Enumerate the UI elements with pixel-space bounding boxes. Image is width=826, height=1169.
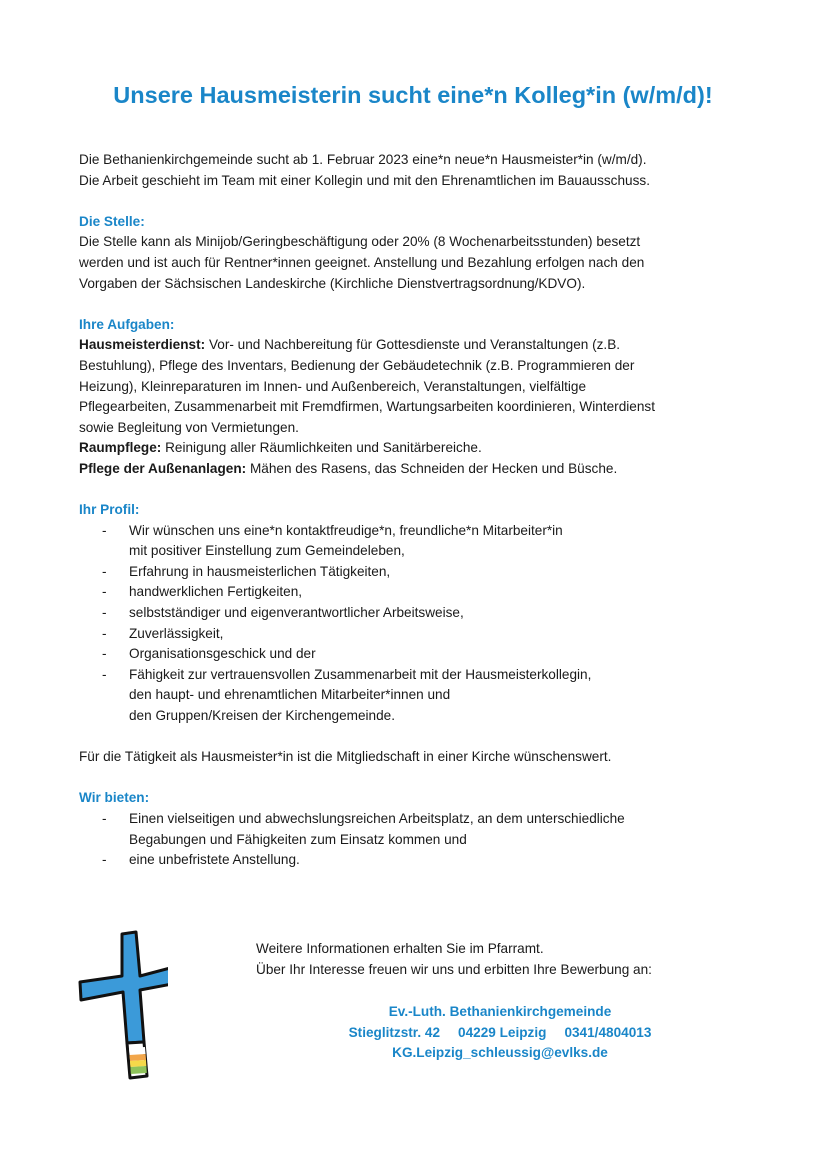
hausmeisterdienst-line: Pflegearbeiten, Zusammenarbeit mit Fremdfirmen, Wartungsarbeiten koordinieren, Winterdienst: [79, 399, 655, 415]
intro-line: Die Bethanienkirchgemeinde sucht ab 1. Februar 2023 eine*n neue*n Hausmeister*in (w/m/d).: [79, 152, 647, 167]
contact-address-line: [250, 1023, 750, 1044]
mitgliedschaft-note: Für die Tätigkeit als Hausmeister*in ist die Mitgliedschaft in einer Kirche wünschenswert.: [79, 749, 612, 765]
contact-email[interactable]: KG.Leipzig_schleussig@evlks.de: [392, 1045, 608, 1061]
document-body: [79, 150, 759, 871]
contact-block: [250, 1002, 750, 1064]
raumpflege-label: Raumpflege:: [79, 440, 162, 456]
aussenanlagen-label: Pflege der Außenanlagen:: [79, 460, 247, 476]
profil-item: - Wir wünschen uns eine*n kontaktfreudige*n, freundliche*n Mitarbeiter*in mit positiver Einstellung zum Gemeindeleben,: [79, 521, 759, 562]
stelle-line: Die Stelle kann als Minijob/Geringbeschäftigung oder 20% (8 Wochenarbeitsstunden) besetzt: [79, 234, 641, 250]
section-heading-bieten: Wir bieten:: [79, 790, 150, 806]
hausmeisterdienst-line: Bestuhlung), Pflege des Inventars, Bedienung der Gebäudetechnik (z.B. Programmieren der: [79, 357, 635, 373]
contact-city: 04229 Leipzig: [458, 1024, 547, 1040]
section-heading-aufgaben: Ihre Aufgaben:: [79, 316, 175, 332]
aussenanlagen-line: [79, 459, 759, 480]
hausmeisterdienst-line: Heizung), Kleinreparaturen im Innen- und Außenbereich, Veranstaltungen, vielfältige: [79, 378, 587, 394]
profil-list: [79, 521, 759, 727]
contact-org: Ev.-Luth. Bethanienkirchgemeinde: [388, 1004, 612, 1019]
section-heading-profil: Ihr Profil:: [79, 502, 140, 518]
footer-info: [256, 939, 776, 980]
profil-item: - Erfahrung in hausmeisterlichen Tätigkeiten,: [79, 562, 759, 583]
bieten-item: - eine unbefristete Anstellung.: [79, 850, 759, 871]
hausmeisterdienst-label: Hausmeisterdienst:: [79, 337, 206, 353]
profil-item: - selbstständiger und eigenverantwortlicher Arbeitsweise,: [79, 603, 759, 624]
hausmeisterdienst-text: Vor- und Nachbereitung für Gottesdienste und Veranstaltungen (z.B.: [205, 337, 621, 353]
cross-logo-icon: [78, 930, 168, 1085]
bieten-item: - Einen vielseitigen und abwechslungsreichen Arbeitsplatz, an dem unterschiedliche Begabungen und Fähigkeiten zum Einsatz kommen und: [79, 809, 759, 850]
page-title: Unsere Hausmeisterin sucht eine*n Kolleg*in (w/m/d)!: [113, 82, 713, 108]
aussenanlagen-text: Mähen des Rasens, das Schneiden der Hecken und Büsche.: [246, 460, 618, 476]
profil-item: - handwerklichen Fertigkeiten,: [79, 582, 759, 603]
profil-item: - Organisationsgeschick und der: [79, 644, 759, 665]
stelle-line: werden und ist auch für Rentner*innen geeignet. Anstellung und Bezahlung erfolgen nach den: [79, 254, 645, 270]
bieten-list: [79, 809, 759, 871]
stelle-line: Vorgaben der Sächsischen Landeskirche (Kirchliche Dienstvertragsordnung/KDVO).: [79, 275, 586, 291]
raumpflege-line: [79, 438, 759, 459]
contact-phone[interactable]: 0341/4804013: [564, 1024, 652, 1040]
intro-line: Die Arbeit geschieht im Team mit einer Kollegin und mit den Ehrenamtlichen im Bauausschuss.: [79, 172, 650, 188]
footer-info-line: Weitere Informationen erhalten Sie im Pfarramt.: [256, 941, 544, 956]
section-heading-stelle: Die Stelle:: [79, 213, 145, 229]
footer-info-line: Über Ihr Interesse freuen wir uns und erbitten Ihre Bewerbung an:: [256, 961, 652, 977]
hausmeisterdienst-line: [79, 335, 759, 356]
hausmeisterdienst-line: sowie Begleitung von Vermietungen.: [79, 419, 299, 435]
profil-item: - Fähigkeit zur vertrauensvollen Zusammenarbeit mit der Hausmeisterkollegin, den haupt- und ehrenamtlichen Mitarbeiter*innen und den Gruppen/Kreisen der Kirchengemeinde.: [79, 665, 759, 727]
profil-item: - Zuverlässigkeit,: [79, 624, 759, 645]
contact-street: Stieglitzstr. 42: [348, 1024, 441, 1040]
raumpflege-text: Reinigung aller Räumlichkeiten und Sanitärbereiche.: [161, 440, 482, 456]
